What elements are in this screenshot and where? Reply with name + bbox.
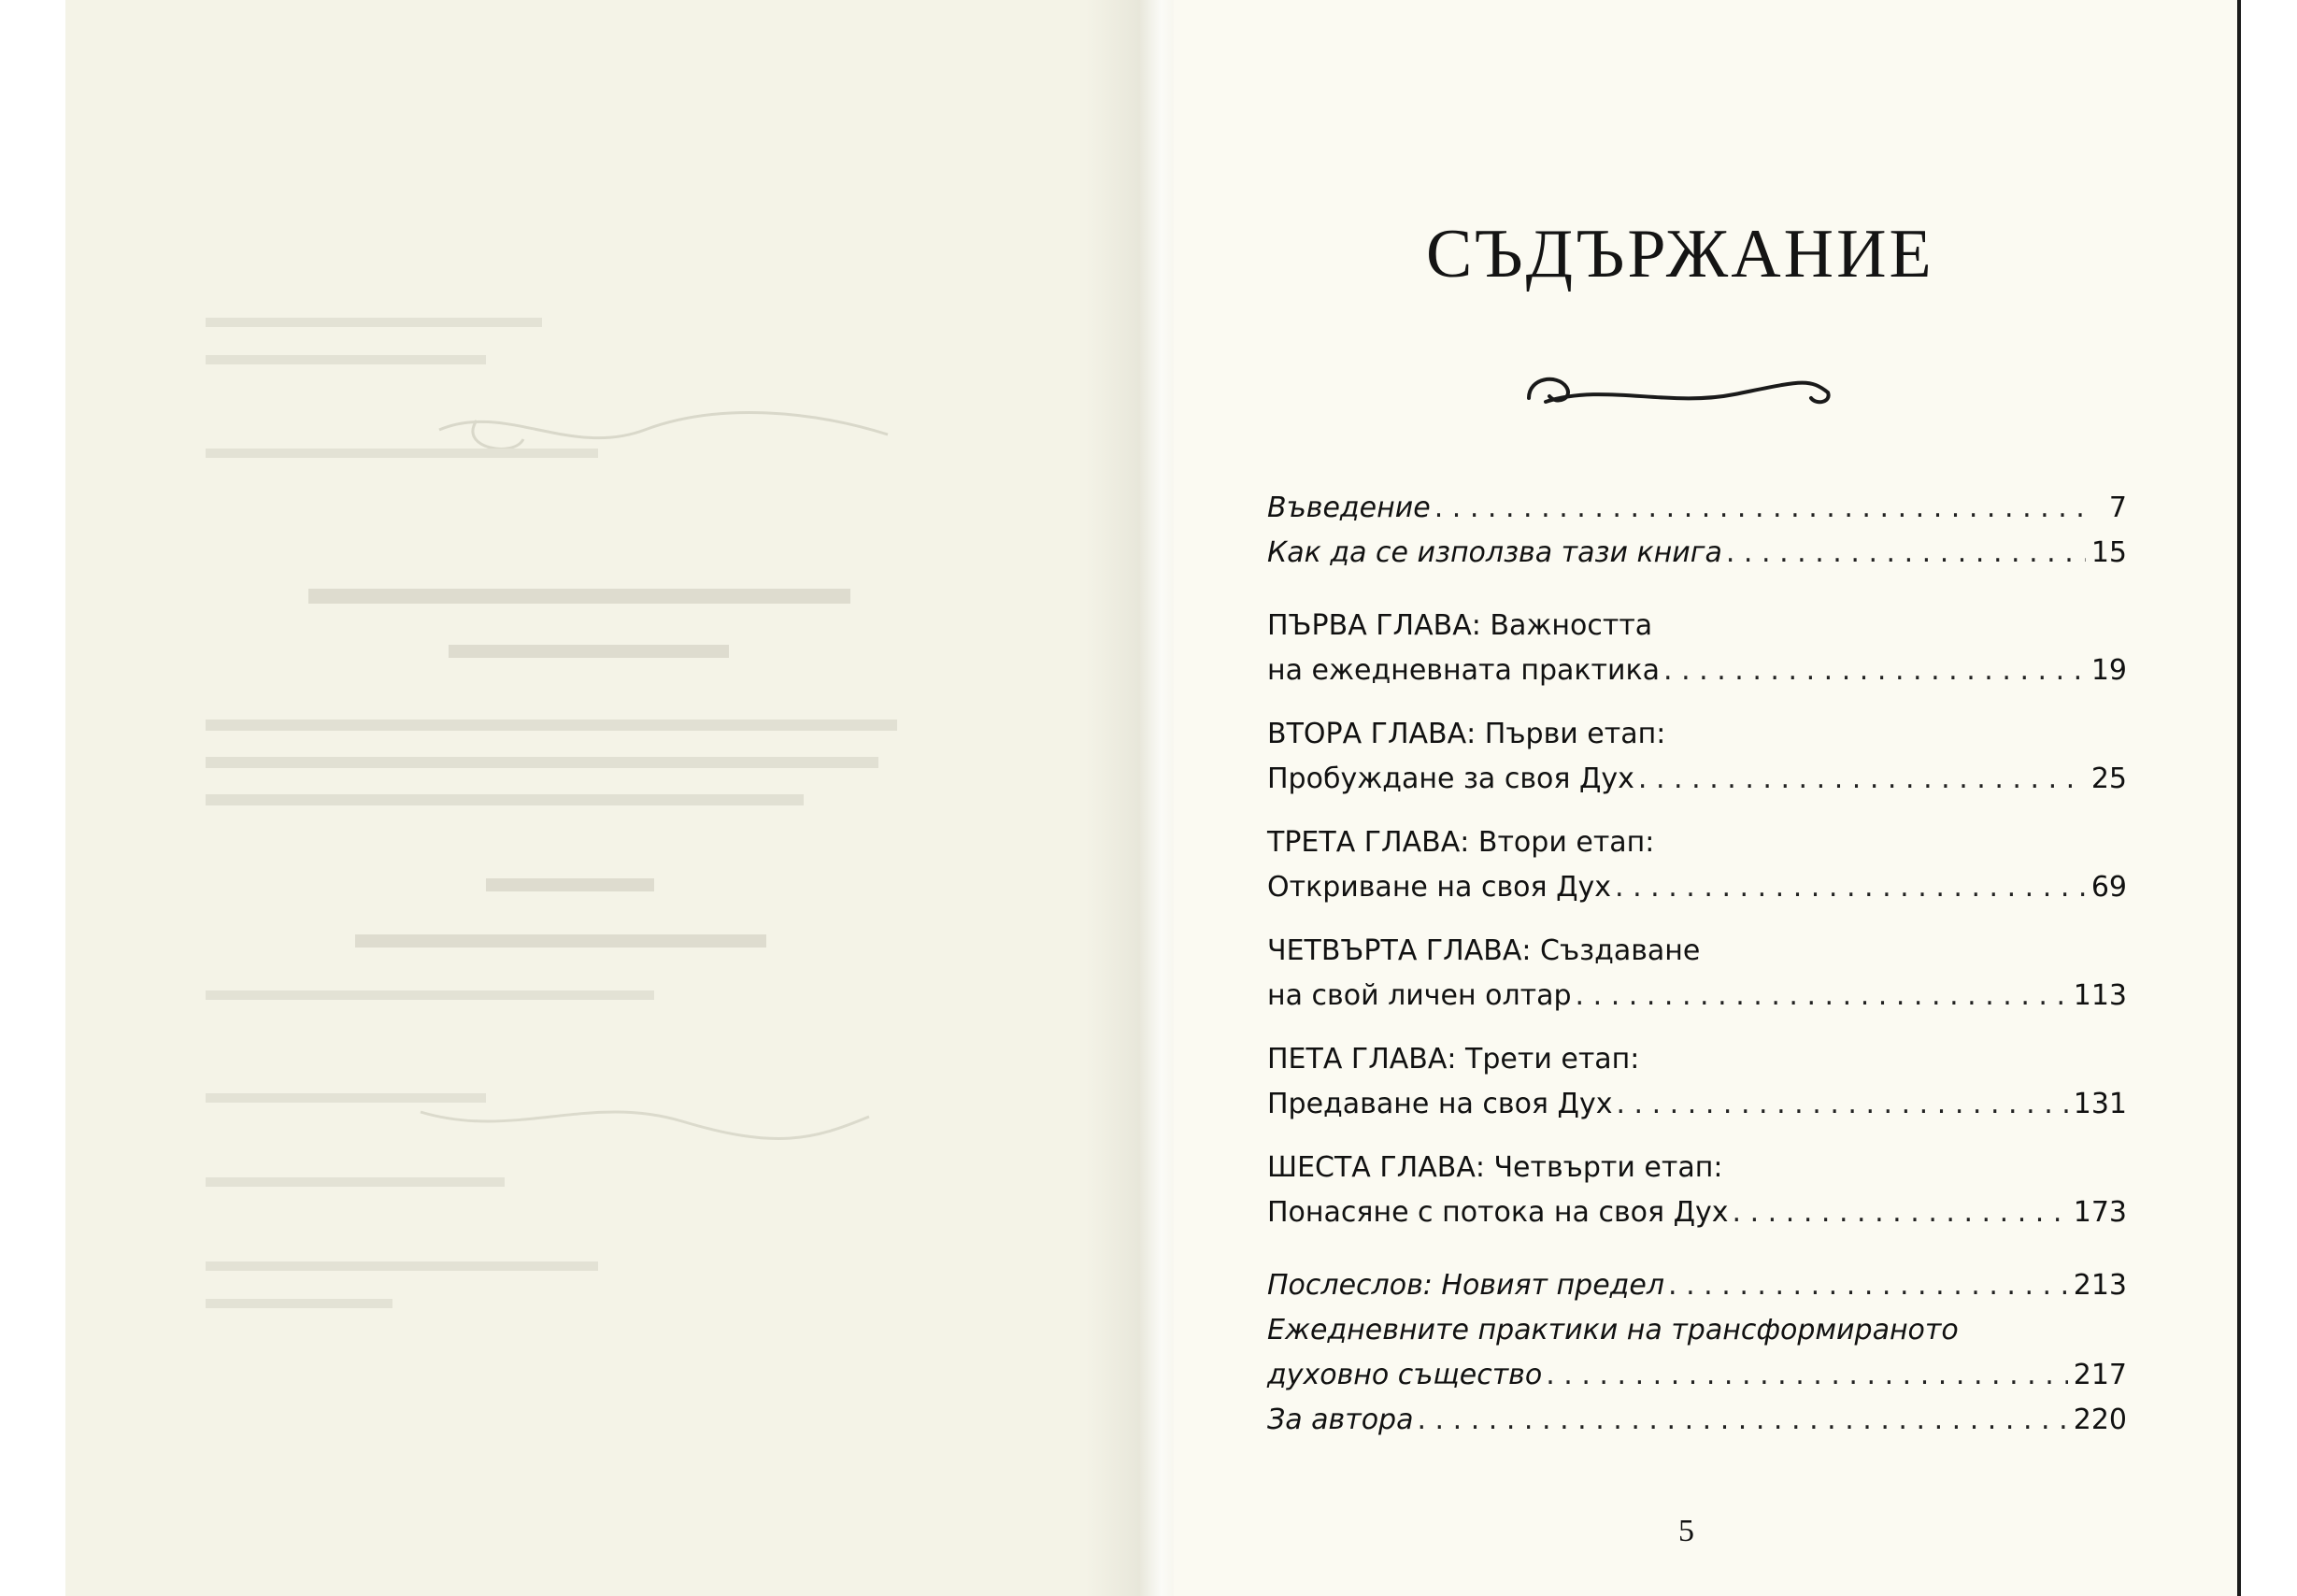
toc-entry-ch2[interactable] (1267, 757, 2127, 802)
toc-entry-practices-line1[interactable] (1267, 1308, 2127, 1353)
toc-entry-label: Предаване на своя Дух (1267, 1088, 1613, 1120)
page-title: СЪДЪРЖАНИЕ (1426, 216, 1934, 292)
toc-entry-label: Откриване на своя Дух (1267, 871, 1612, 904)
leader-dots (1668, 1263, 2068, 1308)
toc-entry-page: 113 (2073, 979, 2127, 1012)
toc-entry-label: Пробуждане за своя Дух (1267, 762, 1634, 795)
toc-entry-label: Ежедневните практики на трансформираното (1267, 1314, 1959, 1347)
toc-entry-label: ЧЕТВЪРТА ГЛАВА: Създаване (1267, 934, 1701, 967)
toc-entry-ch6-line1[interactable] (1267, 1146, 2127, 1190)
toc-entry-page: 173 (2073, 1196, 2127, 1229)
toc-entry-ch4[interactable] (1267, 974, 2127, 1019)
leader-dots (1615, 865, 2086, 910)
toc-entry-ch3[interactable] (1267, 865, 2127, 910)
toc-entry-how-to[interactable] (1267, 531, 2127, 576)
toc-entry-page: 25 (2090, 762, 2127, 795)
toc-entry-page: 7 (2108, 492, 2127, 524)
toc-entry-page: 15 (2090, 536, 2127, 569)
toc-entry-page: 131 (2073, 1088, 2127, 1120)
toc-entry-label: духовно същество (1267, 1359, 1543, 1391)
toc-entry-page: 19 (2090, 654, 2127, 687)
leader-dots (1726, 531, 2086, 576)
toc-entry-page: 213 (2073, 1269, 2127, 1302)
toc-entry-author[interactable] (1267, 1398, 2127, 1443)
book-gutter (1140, 0, 1176, 1596)
left-page (65, 0, 1142, 1596)
toc-entry-page: 220 (2073, 1404, 2127, 1436)
leader-dots (1546, 1353, 2068, 1398)
table-of-contents (1267, 486, 2127, 1443)
page-number: 5 (1678, 1514, 1694, 1548)
leader-dots (1663, 648, 2086, 693)
toc-entry-ch2-line1[interactable] (1267, 712, 2127, 757)
toc-entry-ch3-line1[interactable] (1267, 820, 2127, 865)
toc-entry-label: Въведение (1267, 492, 1431, 524)
toc-entry-label: ТРЕТА ГЛАВА: Втори етап: (1267, 826, 1655, 859)
toc-entry-label: Понасяне с потока на своя Дух (1267, 1196, 1729, 1229)
toc-entry-label: на ежедневната практика (1267, 654, 1660, 687)
toc-entry-label: ПЪРВА ГЛАВА: Важността (1267, 609, 1653, 642)
toc-entry-label: ШЕСТА ГЛАВА: Четвърти етап: (1267, 1151, 1723, 1184)
toc-entry-ch1-line1[interactable] (1267, 604, 2127, 648)
toc-entry-page: 69 (2090, 871, 2127, 904)
toc-entry-ch5[interactable] (1267, 1082, 2127, 1127)
toc-entry-label: ВТОРА ГЛАВА: Първи етап: (1267, 718, 1666, 750)
leader-dots (1417, 1398, 2067, 1443)
leader-dots (1733, 1190, 2068, 1235)
decorative-flourish-icon (1519, 364, 1837, 420)
toc-entry-label: Послеслов: Новият предел (1267, 1269, 1665, 1302)
leader-dots (1434, 486, 2093, 531)
toc-entry-ch1[interactable] (1267, 648, 2127, 693)
toc-entry-afterword[interactable] (1267, 1263, 2127, 1308)
bleed-through-text (206, 318, 916, 1346)
toc-entry-label: За автора (1267, 1404, 1414, 1436)
toc-entry-ch4-line1[interactable] (1267, 929, 2127, 974)
toc-entry-practices[interactable] (1267, 1353, 2127, 1398)
toc-entry-label: Как да се използва тази книга (1267, 536, 1722, 569)
toc-entry-label: ПЕТА ГЛАВА: Трети етап: (1267, 1043, 1640, 1076)
toc-entry-label: на свой личен олтар (1267, 979, 1572, 1012)
toc-entry-ch6[interactable] (1267, 1190, 2127, 1235)
leader-dots (1616, 1082, 2067, 1127)
leader-dots (1638, 757, 2086, 802)
toc-entry-ch5-line1[interactable] (1267, 1037, 2127, 1082)
toc-entry-page: 217 (2073, 1359, 2127, 1391)
leader-dots (1576, 974, 2068, 1019)
toc-entry-intro[interactable] (1267, 486, 2127, 531)
page-edge (2237, 0, 2241, 1596)
